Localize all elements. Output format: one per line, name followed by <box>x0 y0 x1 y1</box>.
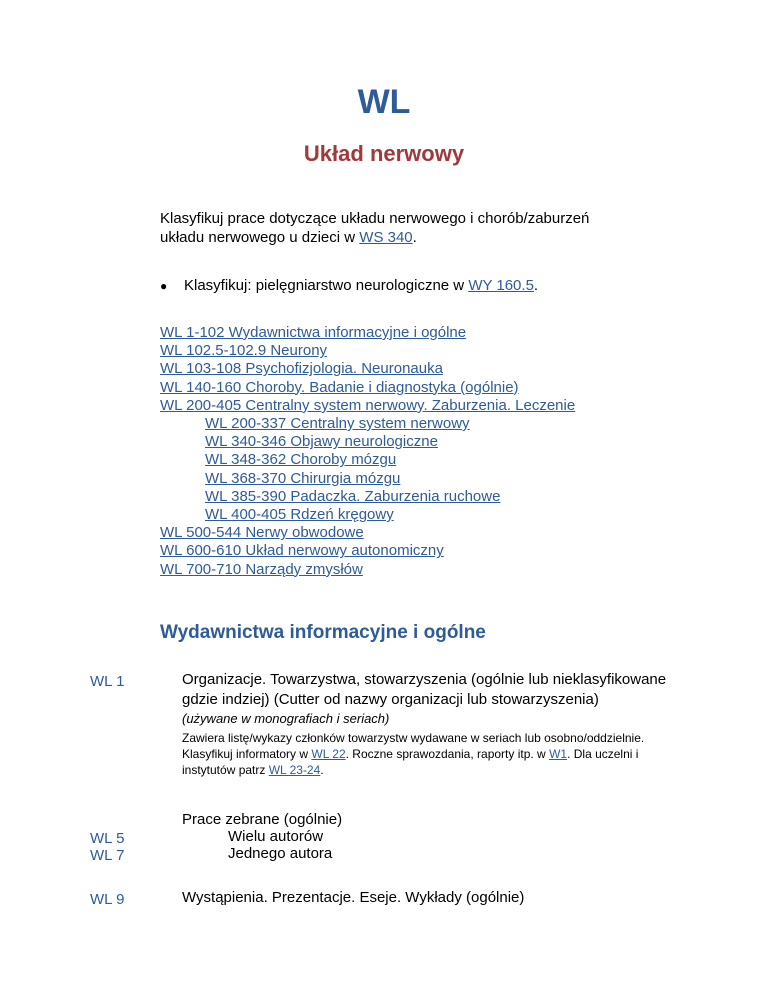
class-code: WL 7 <box>90 847 125 864</box>
bullet-dot-icon: ● <box>160 279 168 293</box>
bullet-item <box>160 276 538 296</box>
toc-link[interactable]: WL 500-544 Nerwy obwodowe <box>160 524 364 542</box>
toc-sublink[interactable]: WL 368-370 Chirurgia mózgu <box>205 469 401 487</box>
class-code: WL 9 <box>90 891 125 908</box>
wy160-link[interactable]: WY 160.5 <box>468 277 534 294</box>
toc-link[interactable]: WL 103-108 Psychofizjologia. Neuronauka <box>160 360 443 378</box>
wl23-24-link[interactable]: WL 23-24 <box>268 763 321 777</box>
table-of-contents <box>160 324 680 579</box>
class-code: WL 5 <box>90 830 125 847</box>
note-text: . <box>320 763 324 777</box>
toc-link[interactable]: WL 102.5-102.9 Neurony <box>160 342 328 360</box>
note-text: . Dla uczelni i instytutów patrz <box>182 747 639 777</box>
toc-link[interactable]: WL 140-160 Choroby. Badanie i diagnostyka (ogólnie) <box>160 378 519 396</box>
toc-link[interactable]: WL 200-405 Centralny system nerwowy. Zaburzenia. Leczenie <box>160 396 576 414</box>
wl22-link[interactable]: WL 22 <box>311 747 346 761</box>
toc-sublink[interactable]: WL 385-390 Padaczka. Zaburzenia ruchowe <box>205 487 501 505</box>
toc-link[interactable]: WL 1-102 Wydawnictwa informacyjne i ogólne <box>160 324 467 341</box>
toc-link[interactable]: WL 600-610 Układ nerwowy autonomiczny <box>160 542 444 560</box>
intro-text: Klasyfikuj prace dotyczące układu nerwowego i chorób/zaburzeń układu nerwowego u dzieci w <box>160 210 590 246</box>
class-code: WL 1 <box>90 673 125 690</box>
bullet-text-end: . <box>533 277 539 294</box>
section-heading: Wydawnictwa informacyjne i ogólne <box>160 622 486 643</box>
toc-sublink[interactable]: WL 200-337 Centralny system nerwowy <box>205 415 470 433</box>
page-title: WL <box>357 83 411 121</box>
usage-note: (używane w monografiach i seriach) <box>182 711 390 726</box>
bullet-text: Klasyfikuj: pielęgniarstwo neurologiczne w <box>184 277 469 294</box>
intro-text-end: . <box>412 229 417 246</box>
class-entry-wl7 <box>182 844 702 864</box>
intro-paragraph <box>160 209 630 247</box>
note-text: Zawiera listę/wykazy członków towarzystw wydawane w seriach lub osobno/oddzielnie. Klasyfikuj informatory w <box>182 731 645 761</box>
class-entry-wl1 <box>182 670 702 778</box>
page-subtitle: Układ nerwowy <box>303 141 465 166</box>
entry-text: Jednego autora <box>228 845 333 862</box>
ws340-link[interactable]: WS 340 <box>359 229 413 246</box>
entry-text: Organizacje. Towarzystwa, stowarzyszenia (ogólnie lub nieklasyfikowane gdzie indziej) (Cutter od nazwy organizacji lub stowarzyszenia) <box>182 671 667 708</box>
toc-sublink[interactable]: WL 348-362 Choroby mózgu <box>205 451 397 469</box>
toc-sublink[interactable]: WL 340-346 Objawy neurologiczne <box>205 433 438 451</box>
note-text: . Roczne sprawozdania, raporty itp. w <box>345 747 550 761</box>
w1-link[interactable]: W1 <box>549 747 568 761</box>
collected-works-heading: Prace zebrane (ogólnie) <box>182 811 343 828</box>
toc-link[interactable]: WL 700-710 Narządy zmysłów <box>160 560 363 578</box>
toc-sublink[interactable]: WL 400-405 Rdzeń kręgowy <box>205 506 394 524</box>
entry-text: Wielu autorów <box>228 828 324 845</box>
scope-note <box>182 730 682 778</box>
class-entry-wl9: Wystąpienia. Prezentacje. Eseje. Wykłady (ogólnie) <box>182 889 525 906</box>
